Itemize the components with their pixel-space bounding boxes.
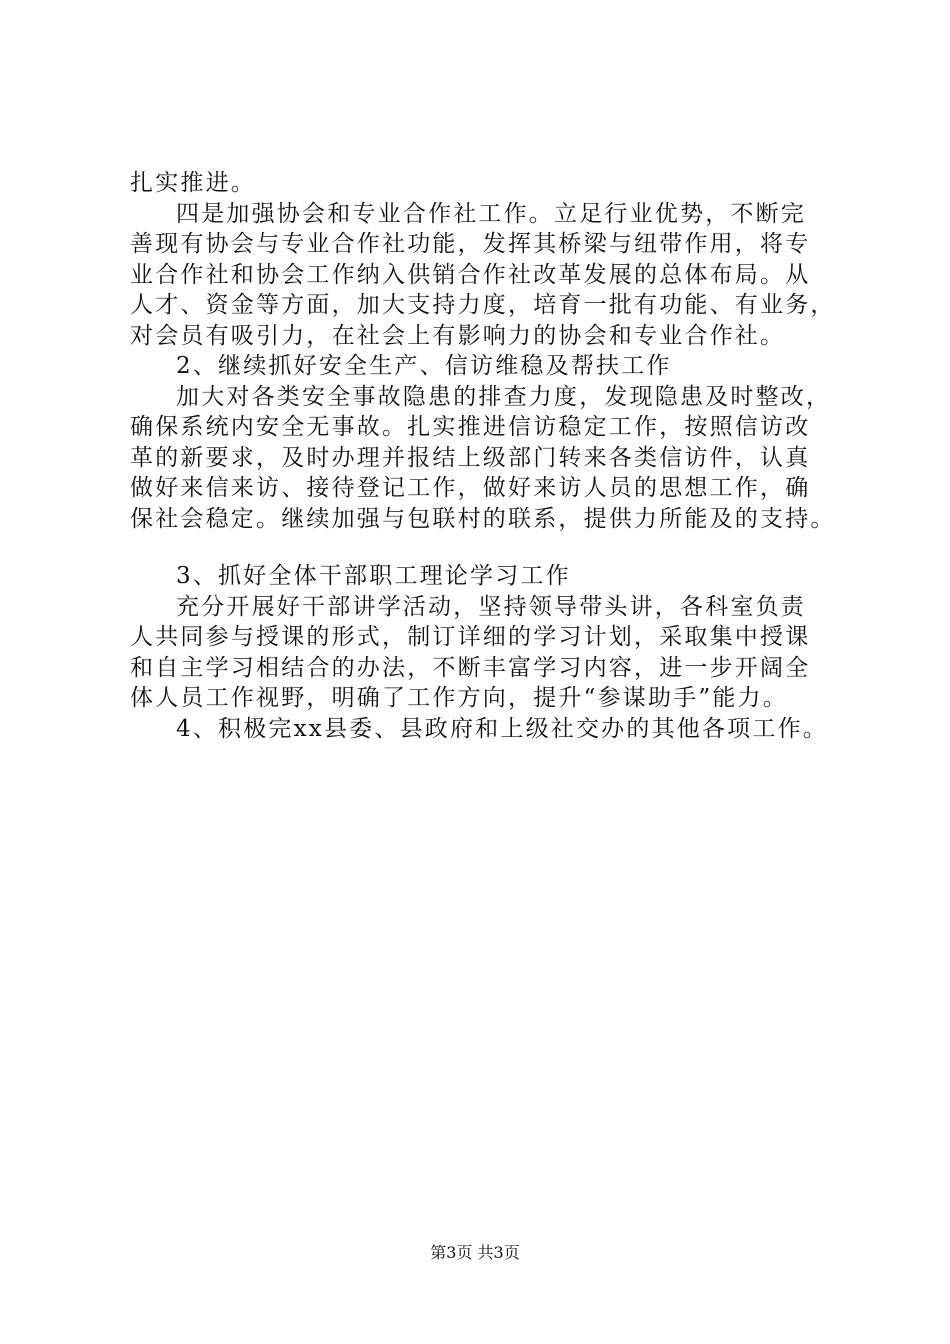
page-footer: 第3页 共3页 (430, 1243, 520, 1262)
paragraph-start-line: 加大对各类安全事故隐患的排查力度，发现隐患及时整改， (176, 383, 832, 410)
paragraph-gap (130, 534, 850, 561)
paragraph-start-line: 四是加强协会和专业合作社工作。立足行业优势，不断完 (176, 200, 806, 227)
text-line: 业合作社和协会工作纳入供销合作社改革发展的总体布局。从 (130, 261, 811, 288)
text-line: 人才、资金等方面，加大支持力度，培育一批有功能、有业务， (130, 292, 836, 318)
text-line: 革的新要求，及时办理并报结上级部门转来各类信访件，认真 (130, 444, 811, 471)
text-line: 人共同参与授课的形式，制订详细的学习计划，采取集中授课 (130, 624, 811, 650)
text-line: 对会员有吸引力，在社会上有影响力的协会和专业合作社。 (130, 322, 786, 349)
text-line: 体人员工作视野，明确了工作方向，提升“参谋助手”能力。 (130, 685, 788, 711)
text-line: 保社会稳定。继续加强与包联村的联系，提供力所能及的支持。 (130, 505, 836, 532)
document-body (130, 168, 850, 744)
text-line: 和自主学习相结合的办法，不断丰富学习内容，进一步开阔全 (130, 654, 811, 681)
paragraph-start-line: 充分开展好干部讲学活动，坚持领导带头讲，各科室负责 (176, 593, 806, 620)
section-heading: 2、继续抓好安全生产、信访维稳及帮扶工作 (176, 353, 672, 379)
text-line: 扎实推进。 (130, 170, 256, 196)
text-line: 善现有协会与专业合作社功能，发挥其桥梁与纽带作用，将专 (130, 231, 811, 257)
section-heading: 3、抓好全体干部职工理论学习工作 (176, 563, 571, 589)
section-heading: 4、积极完xx县委、县政府和上级社交办的其他各项工作。 (176, 715, 828, 742)
text-line: 做好来信来访、接待登记工作，做好来访人员的思想工作，确 (130, 475, 811, 501)
text-line: 确保系统内安全无事故。扎实推进信访稳定工作，按照信访改 (130, 414, 811, 440)
